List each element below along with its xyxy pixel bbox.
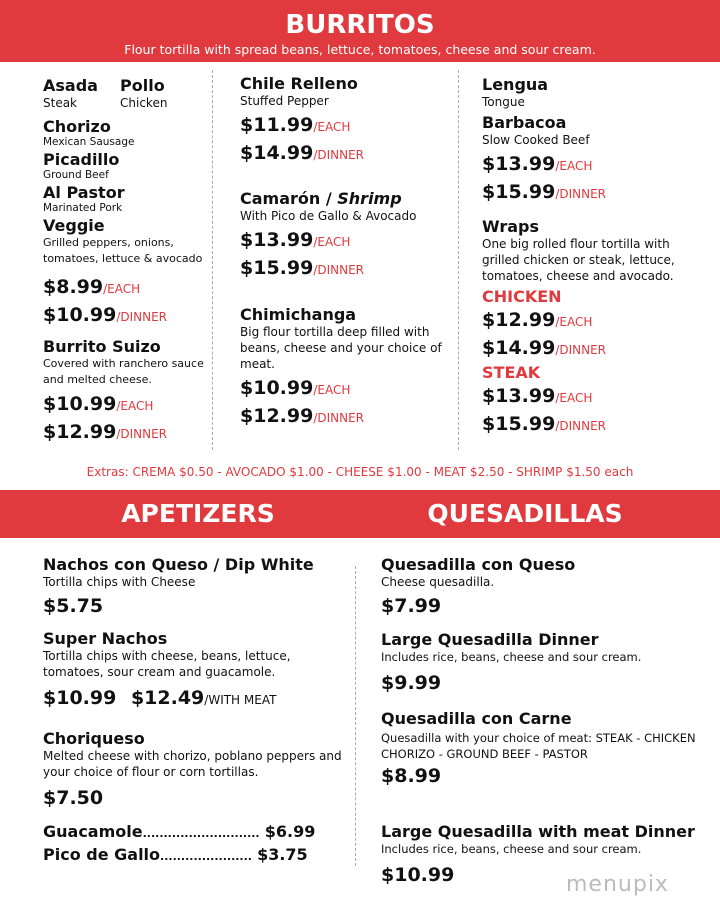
- burritos-banner: [0, 0, 720, 62]
- extras-line: Extras: CREMA $0.50 - AVOCADO $1.00 - CHEESE $1.00 - MEAT $2.50 - SHRIMP $1.50 each: [86, 465, 634, 479]
- burritos-title: BURRITOS: [285, 10, 435, 40]
- burrito-picadillo: Picadillo Ground Beef: [43, 150, 120, 181]
- burrito-chorizo: Chorizo Mexican Sausage: [43, 117, 135, 148]
- app-guacamole: Guacamole............................ $6.99: [43, 822, 316, 841]
- burrito-suizo: Burrito Suizo Covered with ranchero sauce and melted cheese. $10.99/EACH $12.99/DINNER: [43, 337, 204, 443]
- apetizers-quesadillas-banner: [0, 490, 720, 538]
- burrito-lengua: Lengua Tongue: [482, 75, 549, 109]
- burrito-pastor: Al Pastor Marinated Pork: [43, 183, 125, 214]
- col1-prices: $8.99/EACH $10.99/DINNER: [43, 276, 168, 326]
- apetizers-title: APETIZERS: [121, 499, 275, 528]
- app-super-nachos: Super Nachos Tortilla chips with cheese, beans, lettuce, tomatoes, sour cream and guacamole. $10.99 $12.49/WITH MEAT: [43, 629, 291, 709]
- ques-large: Large Quesadilla Dinner Includes rice, beans, cheese and sour cream. $9.99: [381, 630, 642, 694]
- burrito-chimichanga: Chimichanga Big flour tortilla deep filled with beans, cheese and your choice of meat. $10.99/EACH $12.99/DINNER: [240, 305, 442, 427]
- burrito-wraps: Wraps One big rolled flour tortilla with grilled chicken or steak, lettuce, tomatoes, cheese and avocado. CHICKEN $12.99/EACH $14.99/DINNER STEAK $13.99/EACH $15.99/DINNER: [482, 217, 675, 435]
- ques-queso: Quesadilla con Queso Cheese quesadilla. $7.99: [381, 555, 576, 617]
- app-choriqueso: Choriqueso Melted cheese with chorizo, poblano peppers and your choice of flour or corn tortillas. $7.50: [43, 729, 342, 809]
- burrito-camaron: Camarón / Shrimp With Pico de Gallo & Avocado $13.99/EACH $15.99/DINNER: [240, 189, 417, 279]
- quesadillas-title: QUESADILLAS: [427, 499, 623, 528]
- burrito-barbacoa: Barbacoa Slow Cooked Beef $13.99/EACH $15.99/DINNER: [482, 113, 607, 203]
- burrito-relleno: Chile Relleno Stuffed Pepper $11.99/EACH $14.99/DINNER: [240, 74, 365, 164]
- app-pico: Pico de Gallo...................... $3.75: [43, 845, 308, 864]
- ques-carne: Quesadilla con Carne Quesadilla with your choice of meat: STEAK - CHICKEN CHORIZO - GROUND BEEF - PASTOR $8.99: [381, 709, 696, 787]
- ques-large-meat: Large Quesadilla with meat Dinner Includes rice, beans, cheese and sour cream. $10.99: [381, 822, 695, 886]
- app-nachos: Nachos con Queso / Dip White Tortilla chips with Cheese $5.75: [43, 555, 314, 617]
- burritos-subtitle: Flour tortilla with spread beans, lettuce, tomatoes, cheese and sour cream.: [124, 42, 596, 57]
- lower-divider: [355, 566, 356, 866]
- burrito-pollo: Pollo Chicken: [120, 76, 168, 110]
- burritos-divider-2: [458, 70, 459, 450]
- burrito-asada: Asada Steak: [43, 76, 98, 110]
- burritos-divider-1: [212, 70, 213, 450]
- burrito-veggie: Veggie Grilled peppers, onions, tomatoes, lettuce & avocado: [43, 216, 203, 265]
- menupix-watermark: menupix: [566, 872, 669, 897]
